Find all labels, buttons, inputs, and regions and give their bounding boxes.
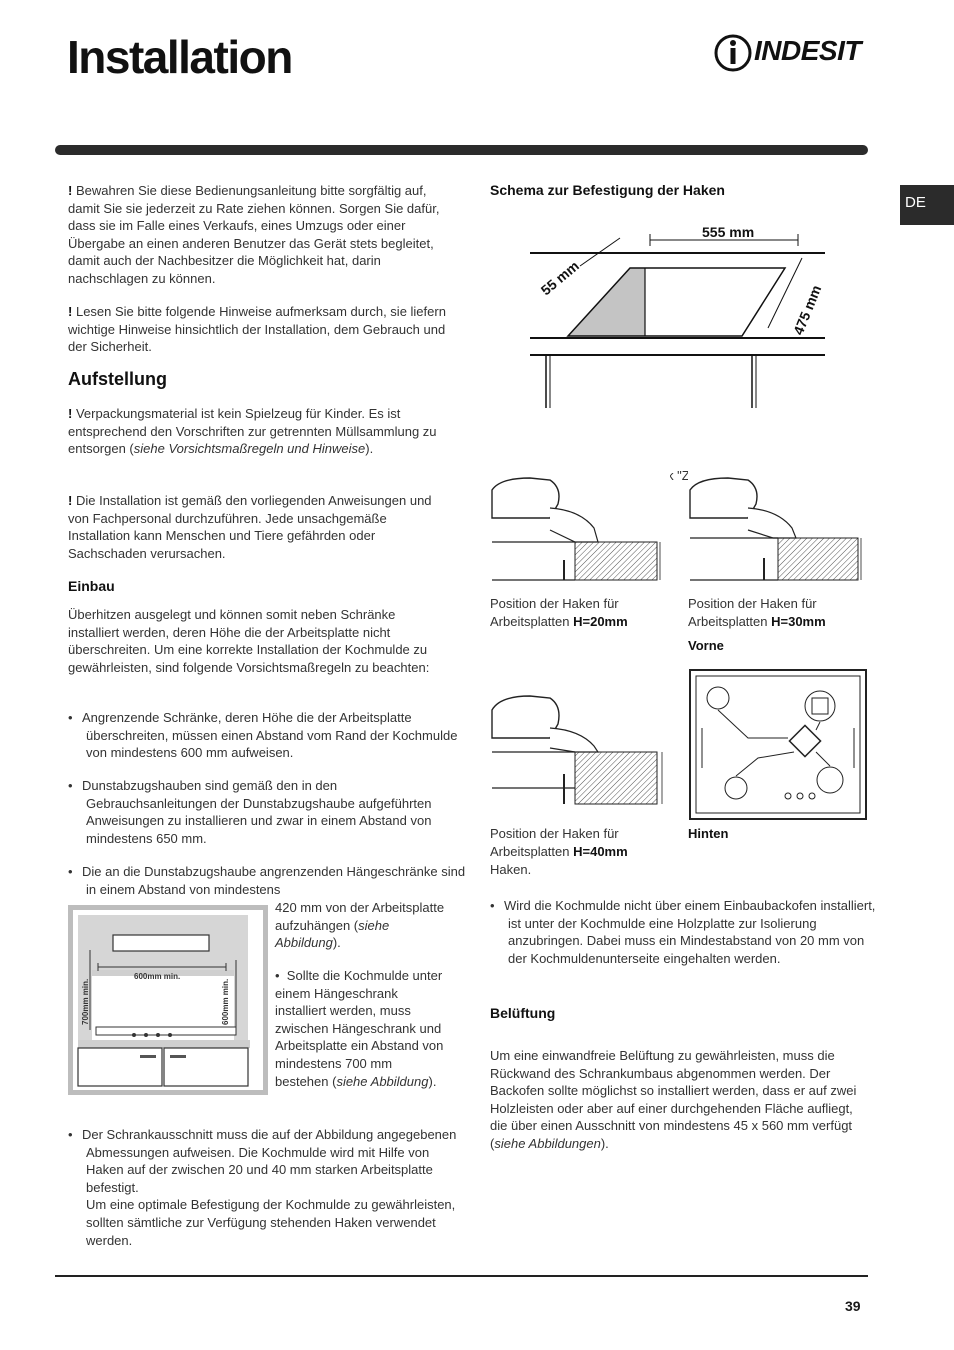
warning-paragraph-1 — [68, 405, 448, 458]
list-item-text: 420 mm von der Arbeitsplatte aufzuhängen ( — [275, 900, 445, 933]
hook-position-20mm-drawing — [490, 470, 670, 585]
intro-text-1: Bewahren Sie diese Bedienungsanleitung bitte sorgfältig auf, damit Sie sie jederzeit zu Rate ziehen können. Sorgen Sie dafür, dass sie im Falle eines Verkaufs, eines Umzugs oder einer Übergabe an einen anderen Benutzer das Gerät stets begleitet, damit auch der Nachbesitzer die Möglichkeit hat, darin nachschlagen zu können. — [68, 183, 440, 286]
caption-end: Haken. — [490, 862, 532, 877]
list-item — [68, 1126, 466, 1249]
cross-reference: siehe Abbildung — [336, 1073, 429, 1089]
warning-text-2: Die Installation ist gemäß den vorliegenden Anweisungen und von Fachpersonal durchzuführen. Jede unsachgemäße Installation kann Menschen und Tiere gefährden oder Sachschaden verursachen. — [68, 493, 432, 561]
intro-text-2: Lesen Sie bitte folgende Hinweise aufmerksam durch, sie liefern wichtige Hinweise hinsichtlich der Installation, dem Gebrauch und der Sicherheit. — [68, 304, 446, 355]
label-hinten-text: Hinten — [688, 826, 729, 841]
caption-text: Position der Haken für Arbeitsplatten — [490, 826, 619, 859]
footer-rule — [55, 1275, 868, 1277]
cross-reference: siehe Abbildungen — [494, 1135, 601, 1151]
section-heading-aufstellung: Aufstellung — [68, 369, 167, 389]
list-item-text: Wird die Kochmulde nicht über einem Einbaubackofen installiert, ist unter der Kochmulde eine Holzplatte zur Isolierung anzubringen. Dabei muss ein Mindestabstand von 20 mm von der Kochmuldenunterseite eingehalten werden. — [504, 898, 876, 966]
paren-close: ). — [332, 935, 341, 951]
exclamation-mark: ! — [68, 304, 73, 319]
subheading-schema: Schema zur Befestigung der Haken — [490, 182, 725, 198]
caption-value: H=40mm — [573, 844, 628, 859]
label-700-vertical: 700mm min. — [81, 978, 90, 1025]
caption-value: H=20mm — [573, 614, 628, 629]
list-item-text: Angrenzende Schränke, deren Höhe die der Arbeitsplatte überschreiten, müssen einen Abstand vom Rand der Kochmulde von mindestens 600 mm aufweisen. — [82, 710, 458, 761]
cross-reference: siehe Abbildung — [275, 917, 390, 951]
header-rule — [55, 145, 868, 155]
bullet-dot: • — [68, 864, 73, 879]
belueftung-text: Um eine einwandfreie Belüftung zu gewährleisten, muss die Rückwand des Schrankumbaus abgenommen werden. Der Backofen sollte möglichst so installiert werden, dass er auf zwei Holzleisten oder aber auf einer durchgehenden Fläche aufliegt, die über einen Ausschnitt von mindestens 45 x 560 mm verfügt ( — [490, 1048, 857, 1151]
hook-position-40mm-drawing — [490, 688, 670, 808]
caption-h30 — [688, 595, 868, 631]
einbau-text: Überhitzen ausgelegt und können somit neben Schränke installiert werden, deren Höhe die der Arbeitsplatte nicht überschreiten. Um eine korrekte Installation der Kochmulde zu gewährleisten, sind folgende Vorsichtsmaßregeln zu beachten: — [68, 607, 430, 675]
bullet-dot: • — [68, 710, 73, 725]
caption-value: H=30mm — [771, 614, 826, 629]
subheading-einbau: Einbau — [68, 578, 115, 594]
subheading-belueftung: Belüftung — [490, 1005, 556, 1021]
list-item — [275, 967, 447, 1090]
paren-close: ). — [428, 1073, 437, 1089]
warning-paragraph-2 — [68, 492, 448, 562]
brand-wordmark: INDESIT — [754, 35, 861, 66]
language-tab: DE — [900, 185, 954, 225]
intro-paragraph-1 — [68, 182, 448, 288]
caption-text: Position der Haken für Arbeitsplatten — [490, 596, 619, 629]
paren-close: ). — [600, 1135, 609, 1151]
paren-close: ). — [365, 441, 374, 457]
list-item — [68, 709, 466, 762]
list-item — [490, 897, 884, 967]
bullet-dot: • — [68, 778, 73, 793]
page-number: 39 — [845, 1298, 861, 1314]
bullet-dot: • — [275, 968, 280, 983]
hook-fixing-diagram — [520, 218, 832, 410]
list-item-text: Sollte die Kochmulde unter einem Hängeschrank installiert werden, muss zwischen Hängeschrank und Arbeitsplatte ein Abstand von mindestens 700 mm bestehen ( — [275, 968, 444, 1089]
bullet-dot: • — [490, 898, 495, 913]
cross-reference: siehe Vorsichtsmaßregeln und Hinweise — [133, 441, 366, 457]
dimension-55: 55 mm — [537, 257, 582, 299]
kitchen-clearance-figure — [68, 905, 268, 1095]
hob-underside-drawing — [688, 668, 868, 821]
list-item — [68, 863, 466, 898]
exclamation-mark: ! — [68, 406, 73, 421]
hook-position-30mm-drawing — [688, 470, 866, 585]
label-vorne-text: Vorne — [688, 638, 724, 653]
caption-text: Position der Haken für Arbeitsplatten — [688, 596, 817, 629]
dimension-555: 555 mm — [702, 224, 755, 240]
list-item-text: Die an die Dunstabzugshaube angrenzenden Hängeschränke sind in einem Abstand von mindestens — [82, 864, 466, 897]
list-item — [68, 777, 466, 847]
exclamation-mark: ! — [68, 493, 73, 508]
list-item-text: Dunstabzugshauben sind gemäß den in den Gebrauchsanleitungen der Dunstabzugshaube aufgeführten Anweisungen zu installieren und zwar in einem Abstand von mindestens 650 mm. — [82, 778, 432, 846]
list-item-text: Um eine optimale Befestigung der Kochmulde zu gewährleisten, sollten sämtliche zur Verfügung stehenden Haken verwendet werden. — [86, 1197, 456, 1248]
label-hinten — [688, 825, 728, 843]
belueftung-paragraph — [490, 1047, 866, 1153]
caption-h20 — [490, 595, 670, 631]
page-title: Installation — [67, 31, 292, 83]
einbau-paragraph — [68, 606, 448, 676]
intro-paragraph-2 — [68, 303, 448, 356]
dimension-475: 475 mm — [789, 282, 825, 338]
list-item-text: Der Schrankausschnitt muss die auf der Abbildung angegebenen Abmessungen aufweisen. Die Kochmulde wird mit Hilfe von Haken auf der zwischen 20 und 40 mm starken Arbeitsplatte befestigt. — [82, 1127, 457, 1195]
caption-h40 — [490, 825, 670, 879]
bullet3-continuation — [275, 899, 447, 952]
label-vorne — [688, 637, 724, 655]
exclamation-mark: ! — [68, 183, 73, 198]
bullet-dot: • — [68, 1127, 73, 1142]
label-600-horizontal: 600mm min. — [134, 972, 181, 981]
label-600-vertical: 600mm min. — [221, 978, 230, 1025]
warning-text-1: Verpackungsmaterial ist kein Spielzeug für Kinder. Es ist entsprechend den Vorschriften zur getrennten Müllsammlung zu entsorgen ( — [68, 406, 437, 457]
